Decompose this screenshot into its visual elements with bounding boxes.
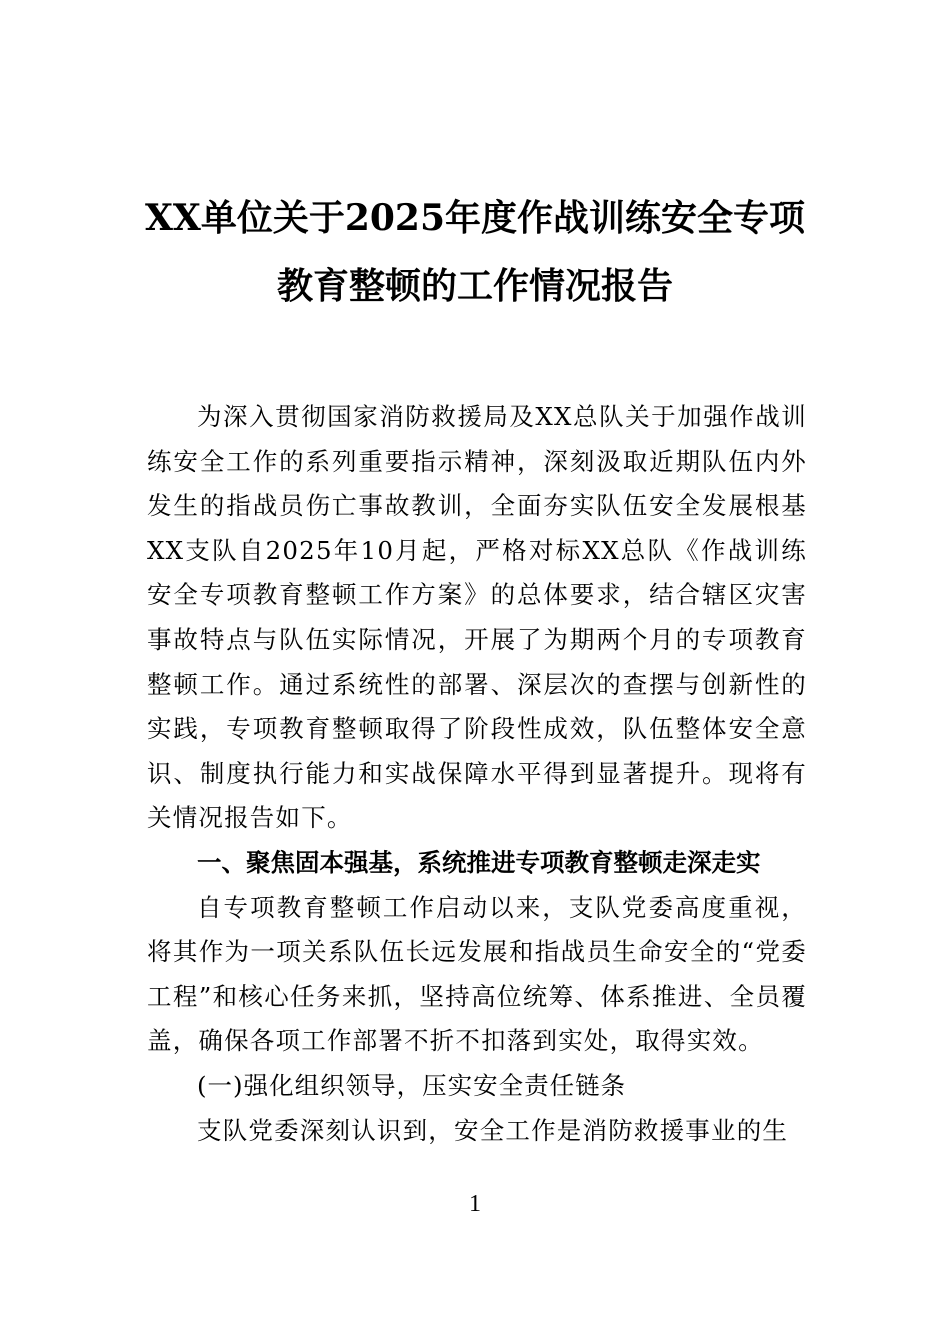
- section-heading-1: 一、聚焦固本强基，系统推进专项教育整顿走深走实: [197, 847, 761, 877]
- subsection-1-paragraph: 支队党委深刻认识到，安全工作是消防救援事业的生: [197, 1115, 789, 1145]
- document-title-line-2: 教育整顿的工作情况报告: [276, 265, 673, 307]
- document-title-line-1: XX单位关于2025年度作战训练安全专项: [144, 197, 806, 239]
- subsection-heading-1: (一)强化组织领导，压实安全责任链条: [197, 1070, 627, 1100]
- intro-paragraph: 为深入贯彻国家消防救援局及XX总队关于加强作战训练安全工作的系列重要指示精神，深刻汲取近期队伍内外发生的指战员伤亡事故教训，全面夯实队伍安全发展根基XX支队自2025年10月起，严格对标XX总队《作战训练安全专项教育整顿工作方案》的总体要求，结合辖区灾害事故特点与队伍实际情况，开展了为期两个月的专项教育整顿工作。通过系统性的部署、深层次的查摆与创新性的实践，专项教育整顿取得了阶段性成效，队伍整体安全意识、制度执行能力和实战保障水平得到显著提升。现将有关情况报告如下。: [147, 402, 807, 833]
- page-number: 1: [469, 1191, 481, 1217]
- document-body: [147, 395, 807, 1153]
- section-1-paragraph: 自专项教育整顿工作启动以来，支队党委高度重视，将其作为一项关系队伍长远发展和指战员生命安全的“党委工程”和核心任务来抓，坚持高位统筹、体系推进、全员覆盖，确保各项工作部署不折不扣落到实处，取得实效。: [147, 892, 807, 1056]
